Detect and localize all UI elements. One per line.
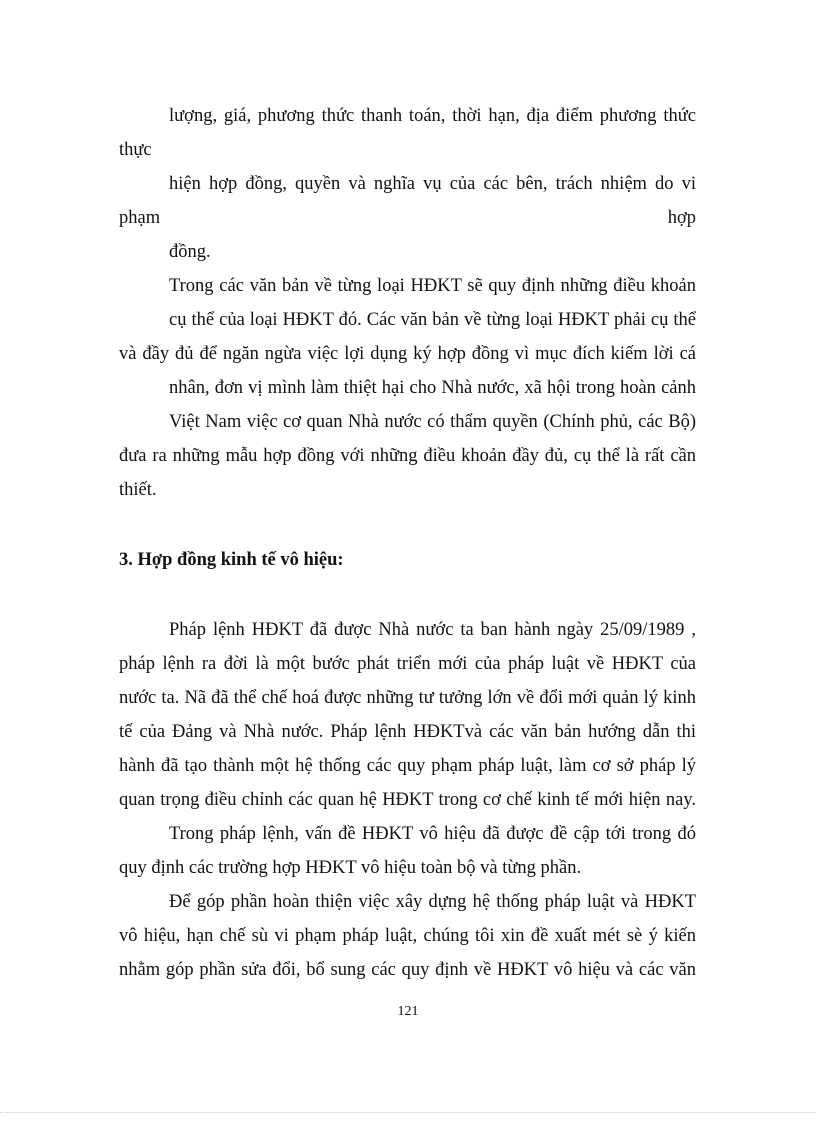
text-line: hành đã tạo thành một hệ thống các quy phạm pháp luật, làm cơ sở pháp lý [119, 756, 696, 776]
section-heading: 3. Hợp đồng kinh tế vô hiệu: [119, 550, 344, 570]
page-edge-divider [0, 1112, 816, 1113]
split-line [119, 206, 696, 230]
page-number: 121 [397, 1004, 419, 1019]
text-line: pháp lệnh ra đời là một bước phát triển mới của pháp luật về HĐKT của [119, 654, 696, 674]
text-line: Để góp phần hoàn thiện việc xây dựng hệ thống pháp luật và HĐKT [169, 892, 696, 912]
text-line: nhằm góp phần sửa đổi, bổ sung các quy định về HĐKT vô hiệu và các văn [119, 960, 696, 980]
text-line: cụ thể của loại HĐKT đó. Các văn bản về từng loại HĐKT phải cụ thể [169, 310, 696, 330]
text-line: nhân, đơn vị mình làm thiệt hại cho Nhà nước, xã hội trong hoàn cảnh [169, 378, 696, 398]
text-line: thiết. [119, 480, 157, 500]
text-fragment: hợp [667, 208, 696, 228]
text-line: Trong các văn bản về từng loại HĐKT sẽ quy định những điều khoản [169, 276, 696, 296]
text-line: thực [119, 140, 152, 160]
text-line: và đầy đủ để ngăn ngừa việc lợi dụng ký hợp đồng vì mục đích kiếm lời cá [119, 344, 696, 364]
text-line: tế của Đảng và Nhà nước. Pháp lệnh HĐKTvà các văn bản hướng dẫn thi [119, 722, 696, 742]
text-line: nước ta. Nã đã thể chế hoá được những tư tưởng lớn về đổi mới quản lý kinh [119, 688, 696, 708]
text-line: Việt Nam việc cơ quan Nhà nước có thẩm quyền (Chính phủ, các Bộ) [169, 412, 696, 432]
text-fragment: phạm [119, 208, 161, 228]
text-line: lượng, giá, phương thức thanh toán, thời hạn, địa điểm phương thức [169, 106, 696, 126]
text-line: Pháp lệnh HĐKT đã được Nhà nước ta ban hành ngày 25/09/1989 , [169, 620, 696, 640]
text-line: quan trọng điều chỉnh các quan hệ HĐKT trong cơ chế kinh tế mới hiện nay. [119, 790, 696, 810]
text-line: quy định các trường hợp HĐKT vô hiệu toàn bộ và từng phần. [119, 858, 582, 878]
text-line: đồng. [169, 242, 211, 262]
text-line: hiện hợp đồng, quyền và nghĩa vụ của các bên, trách nhiệm do vi [169, 174, 696, 194]
text-line: Trong pháp lệnh, vấn đề HĐKT vô hiệu đã được đề cập tới trong đó [169, 824, 696, 844]
text-line: vô hiệu, hạn chế sù vi phạm pháp luật, chúng tôi xin đề xuất mét sè ý kiến [119, 926, 696, 946]
text-line: đưa ra những mẫu hợp đồng với những điều khoản đầy đủ, cụ thể là rất cần [119, 446, 696, 466]
